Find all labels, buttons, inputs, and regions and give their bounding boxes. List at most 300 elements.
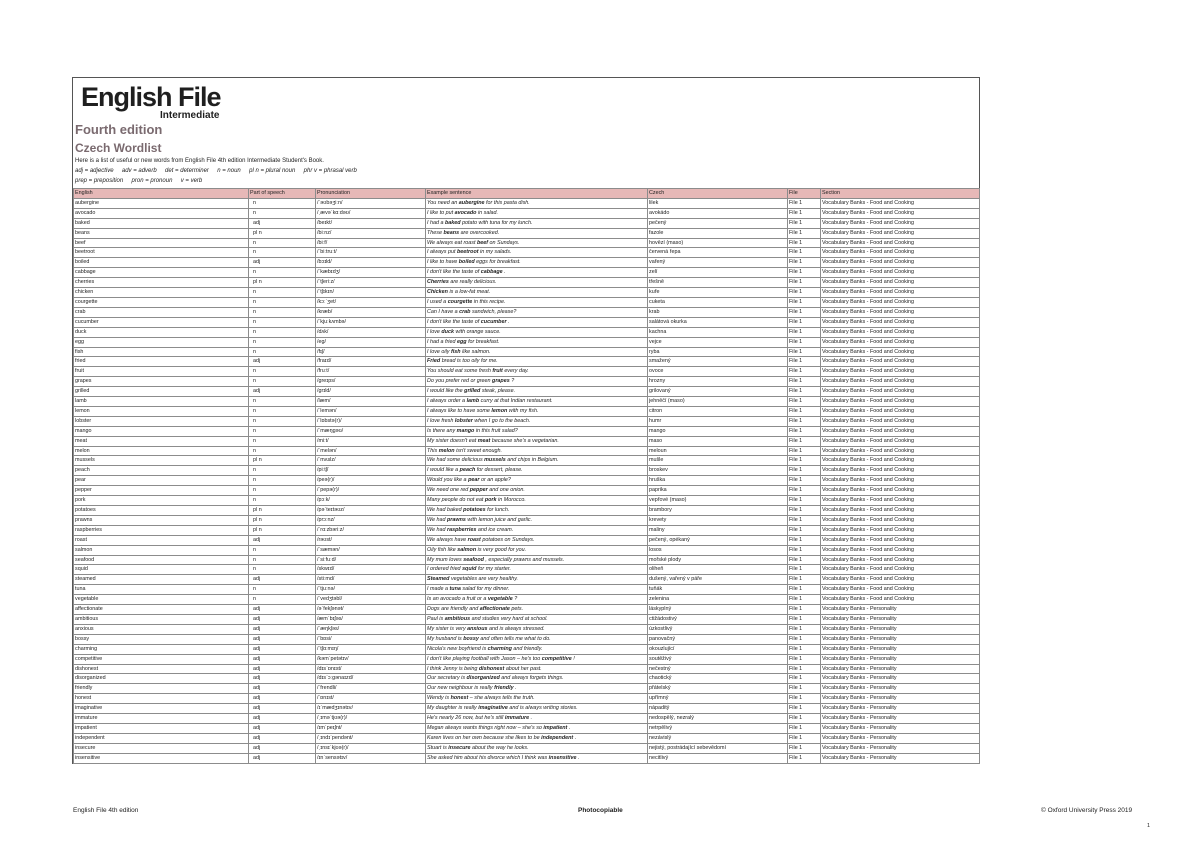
cell-section: Vocabulary Banks - Food and Cooking	[821, 466, 980, 476]
cell-section: Vocabulary Banks - Food and Cooking	[821, 268, 980, 278]
table-row	[74, 704, 980, 714]
cell-file: File 1	[788, 436, 821, 446]
cell-english: lemon	[74, 406, 249, 416]
table-row	[74, 506, 980, 516]
cell-section: Vocabulary Banks - Food and Cooking	[821, 545, 980, 555]
cell-part-of-speech: n	[249, 208, 316, 218]
cell-section: Vocabulary Banks - Personality	[821, 733, 980, 743]
highlighted-word: courgette	[447, 298, 474, 305]
cell-section: Vocabulary Banks - Food and Cooking	[821, 416, 980, 426]
highlighted-word: salmon	[457, 546, 478, 553]
cell-english: impatient	[74, 723, 249, 733]
cell-example-sentence: Our secretary is disorganized and always forgets things.	[426, 674, 648, 684]
cell-file: File 1	[788, 476, 821, 486]
logo-level: Intermediate	[160, 110, 220, 121]
cell-part-of-speech: n	[249, 436, 316, 446]
cell-pronunciation: /ˈmelən/	[316, 446, 426, 456]
cell-section: Vocabulary Banks - Food and Cooking	[821, 278, 980, 288]
cell-file: File 1	[788, 416, 821, 426]
cell-part-of-speech: adj	[249, 714, 316, 724]
cell-section: Vocabulary Banks - Personality	[821, 684, 980, 694]
highlighted-word: mussels	[484, 457, 508, 464]
table-row	[74, 476, 980, 486]
cell-pronunciation: /ˈbiːtruːt/	[316, 248, 426, 258]
cell-part-of-speech: adj	[249, 704, 316, 714]
cell-file: File 1	[788, 664, 821, 674]
cell-english: seafood	[74, 555, 249, 565]
intro-text: Here is a list of useful or new words from English File 4th edition Intermediate Student's Book.	[75, 158, 324, 164]
cell-part-of-speech: n	[249, 466, 316, 476]
cell-czech: brambory	[648, 506, 788, 516]
cell-part-of-speech: n	[249, 288, 316, 298]
highlighted-word: baked	[444, 219, 463, 226]
cell-section: Vocabulary Banks - Food and Cooking	[821, 595, 980, 605]
cell-czech: netrpělivý	[648, 723, 788, 733]
cell-file: File 1	[788, 208, 821, 218]
cell-section: Vocabulary Banks - Food and Cooking	[821, 367, 980, 377]
cell-english: egg	[74, 337, 249, 347]
cell-english: cabbage	[74, 268, 249, 278]
table-row	[74, 684, 980, 694]
cell-czech: krab	[648, 307, 788, 317]
column-header-english: English	[74, 189, 249, 199]
highlighted-word: grapes	[492, 378, 512, 385]
cell-section: Vocabulary Banks - Personality	[821, 704, 980, 714]
cell-czech: cuketa	[648, 297, 788, 307]
cell-pronunciation: /ˈbɒsi/	[316, 634, 426, 644]
cell-english: immature	[74, 714, 249, 724]
cell-example-sentence: I like to have boiled eggs for breakfast.	[426, 258, 648, 268]
cell-example-sentence: Fried bread is too oily for me.	[426, 357, 648, 367]
table-row	[74, 486, 980, 496]
cell-pronunciation: /miːt/	[316, 436, 426, 446]
cell-pronunciation: /skwɪd/	[316, 565, 426, 575]
highlighted-word: fruit	[492, 368, 505, 375]
cell-part-of-speech: n	[249, 446, 316, 456]
cell-english: independent	[74, 733, 249, 743]
cell-example-sentence: I ordered fried squid for my starter.	[426, 565, 648, 575]
cell-pronunciation: /ˈrɑːzbəriːz/	[316, 525, 426, 535]
cell-example-sentence: We had prawns with lemon juice and garlic.	[426, 515, 648, 525]
table-row	[74, 307, 980, 317]
cell-file: File 1	[788, 595, 821, 605]
cell-example-sentence: I would like the grilled steak, please.	[426, 387, 648, 397]
cell-english: vegetable	[74, 595, 249, 605]
cell-section: Vocabulary Banks - Food and Cooking	[821, 446, 980, 456]
cell-czech: chaotický	[648, 674, 788, 684]
cell-file: File 1	[788, 545, 821, 555]
cell-english: insensitive	[74, 753, 249, 763]
cell-section: Vocabulary Banks - Personality	[821, 723, 980, 733]
cell-part-of-speech: pl n	[249, 456, 316, 466]
cell-file: File 1	[788, 733, 821, 743]
cell-pronunciation: /ˌɪndɪˈpendənt/	[316, 733, 426, 743]
cell-pronunciation: /ˈfrendli/	[316, 684, 426, 694]
cell-part-of-speech: n	[249, 585, 316, 595]
cell-example-sentence: He's nearly 26 now, but he's still immature .	[426, 714, 648, 724]
cell-example-sentence: I love duck with orange sauce.	[426, 327, 648, 337]
cell-example-sentence: These beans are overcooked.	[426, 228, 648, 238]
cell-file: File 1	[788, 228, 821, 238]
highlighted-word: prawns	[446, 516, 468, 523]
table-row	[74, 743, 980, 753]
footer-course-name: English File 4th edition	[73, 807, 139, 814]
cell-pronunciation: /ɪˈmædʒɪnətɪv/	[316, 704, 426, 714]
highlighted-word: Chicken	[427, 289, 450, 296]
cell-czech: panovačný	[648, 634, 788, 644]
cell-pronunciation: /ˈlɒbstə(r)/	[316, 416, 426, 426]
column-header-pronunciation: Pronunciation	[316, 189, 426, 199]
cell-czech: okouzlující	[648, 644, 788, 654]
highlighted-word: potatoes	[463, 507, 488, 513]
cell-example-sentence: Karen lives on her own because she likes to be independent .	[426, 733, 648, 743]
column-header-czech: Czech	[648, 189, 788, 199]
column-header-part-of-speech: Part of speech	[249, 189, 316, 199]
cell-english: cucumber	[74, 317, 249, 327]
cell-section: Vocabulary Banks - Food and Cooking	[821, 377, 980, 387]
cell-section: Vocabulary Banks - Food and Cooking	[821, 357, 980, 367]
cell-example-sentence: My sister is very anxious and is always stressed.	[426, 624, 648, 634]
table-row	[74, 387, 980, 397]
cell-english: beetroot	[74, 248, 249, 258]
cell-file: File 1	[788, 327, 821, 337]
cell-example-sentence: I always put beetroot in my salads.	[426, 248, 648, 258]
cell-pronunciation: /bɔɪld/	[316, 258, 426, 268]
english-file-logo	[81, 82, 241, 124]
cell-part-of-speech: adj	[249, 357, 316, 367]
cell-pronunciation: /ˌævəˈkɑːdəʊ/	[316, 208, 426, 218]
cell-czech: mořské plody	[648, 555, 788, 565]
highlighted-word: beetroot	[456, 249, 481, 256]
cell-english: cherries	[74, 278, 249, 288]
cell-czech: maso	[648, 436, 788, 446]
abbreviation-key-line-1: adj = adjective adv = adverb det = determiner n = noun pl n = plural noun phr v = phrasal verb	[75, 168, 357, 174]
cell-part-of-speech: n	[249, 198, 316, 208]
cell-example-sentence: We need one red pepper and one onion.	[426, 486, 648, 496]
cell-czech: přátelský	[648, 684, 788, 694]
cell-section: Vocabulary Banks - Food and Cooking	[821, 208, 980, 218]
table-row	[74, 545, 980, 555]
cell-pronunciation: /ˈɒnɪst/	[316, 694, 426, 704]
cell-english: melon	[74, 446, 249, 456]
cell-section: Vocabulary Banks - Food and Cooking	[821, 198, 980, 208]
cell-example-sentence: She asked him about his divorce which I think was insensitive .	[426, 753, 648, 763]
table-row	[74, 674, 980, 684]
cell-czech: salátová okurka	[648, 317, 788, 327]
cell-file: File 1	[788, 496, 821, 506]
cell-czech: citron	[648, 406, 788, 416]
highlighted-word: charming	[487, 645, 514, 652]
cell-pronunciation: /ˈtʃɪkɪn/	[316, 288, 426, 298]
cell-section: Vocabulary Banks - Food and Cooking	[821, 436, 980, 446]
table-row	[74, 347, 980, 357]
abbreviation-key-line-2: prep = preposition pron = pronoun v = verb	[75, 178, 203, 184]
cell-part-of-speech: n	[249, 327, 316, 337]
cell-section: Vocabulary Banks - Food and Cooking	[821, 426, 980, 436]
cell-czech: hrozny	[648, 377, 788, 387]
cell-pronunciation: /fraɪd/	[316, 357, 426, 367]
cell-file: File 1	[788, 337, 821, 347]
cell-example-sentence: I had a baked potato with tuna for my lunch.	[426, 218, 648, 228]
table-row	[74, 515, 980, 525]
highlighted-word: vegetable	[487, 596, 515, 603]
table-row	[74, 525, 980, 535]
highlighted-word: pork	[484, 497, 499, 504]
cell-part-of-speech: n	[249, 406, 316, 416]
wordlist-title: Czech Wordlist	[75, 141, 162, 155]
cell-section: Vocabulary Banks - Personality	[821, 753, 980, 763]
cell-section: Vocabulary Banks - Personality	[821, 694, 980, 704]
cell-pronunciation: /dɪsˈɒnɪst/	[316, 664, 426, 674]
cell-file: File 1	[788, 238, 821, 248]
cell-part-of-speech: adj	[249, 258, 316, 268]
cell-english: insecure	[74, 743, 249, 753]
cell-pronunciation: /kræb/	[316, 307, 426, 317]
cell-section: Vocabulary Banks - Food and Cooking	[821, 476, 980, 486]
cell-czech: soutěživý	[648, 654, 788, 664]
cell-english: pear	[74, 476, 249, 486]
cell-example-sentence: Megan always wants things right now – she's so impatient .	[426, 723, 648, 733]
cell-czech: červená řepa	[648, 248, 788, 258]
cell-file: File 1	[788, 397, 821, 407]
cell-part-of-speech: adj	[249, 634, 316, 644]
cell-part-of-speech: adj	[249, 694, 316, 704]
cell-example-sentence: Can I have a crab sandwich, please?	[426, 307, 648, 317]
highlighted-word: honest	[450, 695, 470, 702]
cell-section: Vocabulary Banks - Food and Cooking	[821, 347, 980, 357]
cell-part-of-speech: n	[249, 268, 316, 278]
cell-file: File 1	[788, 258, 821, 268]
cell-example-sentence: Nicola's new boyfriend is charming and friendly.	[426, 644, 648, 654]
cell-section: Vocabulary Banks - Food and Cooking	[821, 387, 980, 397]
cell-example-sentence: Chicken is a low-fat meat.	[426, 288, 648, 298]
cell-english: bossy	[74, 634, 249, 644]
cell-file: File 1	[788, 614, 821, 624]
cell-example-sentence: I used a courgette in this recipe.	[426, 297, 648, 307]
highlighted-word: pear	[468, 477, 481, 484]
cell-section: Vocabulary Banks - Food and Cooking	[821, 327, 980, 337]
cell-file: File 1	[788, 684, 821, 694]
highlighted-word: dishonest	[478, 665, 506, 672]
cell-czech: ctižádostivý	[648, 614, 788, 624]
cell-czech: vařený	[648, 258, 788, 268]
table-row	[74, 456, 980, 466]
cell-pronunciation: /ˌɪnsɪˈkjʊə(r)/	[316, 743, 426, 753]
highlighted-word: squid	[462, 566, 478, 573]
cell-section: Vocabulary Banks - Personality	[821, 624, 980, 634]
cell-czech: pečený	[648, 218, 788, 228]
cell-english: mango	[74, 426, 249, 436]
table-row	[74, 228, 980, 238]
table-row	[74, 496, 980, 506]
highlighted-word: mango	[456, 427, 476, 434]
table-row	[74, 585, 980, 595]
cell-english: dishonest	[74, 664, 249, 674]
column-header-section: Section	[821, 189, 980, 199]
cell-part-of-speech: n	[249, 377, 316, 387]
cell-section: Vocabulary Banks - Personality	[821, 605, 980, 615]
cell-file: File 1	[788, 506, 821, 516]
cell-example-sentence: I don't like playing football with Jason – he's too competitive !	[426, 654, 648, 664]
cell-file: File 1	[788, 535, 821, 545]
cell-czech: mango	[648, 426, 788, 436]
cell-file: File 1	[788, 357, 821, 367]
cell-czech: humr	[648, 416, 788, 426]
cell-section: Vocabulary Banks - Personality	[821, 644, 980, 654]
cell-section: Vocabulary Banks - Food and Cooking	[821, 515, 980, 525]
table-row	[74, 575, 980, 585]
cell-example-sentence: Would you like a pear or an apple?	[426, 476, 648, 486]
cell-file: File 1	[788, 377, 821, 387]
cell-pronunciation: /greɪps/	[316, 377, 426, 387]
cell-part-of-speech: pl n	[249, 506, 316, 516]
cell-file: File 1	[788, 406, 821, 416]
cell-part-of-speech: n	[249, 496, 316, 506]
cell-file: File 1	[788, 288, 821, 298]
cell-czech: oliheň	[648, 565, 788, 575]
cell-pronunciation: /beɪkt/	[316, 218, 426, 228]
cell-czech: broskev	[648, 466, 788, 476]
cell-file: File 1	[788, 555, 821, 565]
highlighted-word: duck	[441, 328, 456, 335]
highlighted-word: imaginative	[478, 705, 510, 712]
cell-section: Vocabulary Banks - Personality	[821, 674, 980, 684]
page-number: 1	[1147, 823, 1151, 829]
wordlist-sheet	[72, 77, 980, 764]
cell-czech: necitlivý	[648, 753, 788, 763]
highlighted-word: friendly	[494, 685, 516, 692]
highlighted-word: melon	[438, 447, 457, 454]
cell-example-sentence: My mum loves seafood , especially prawns and mussels.	[426, 555, 648, 565]
cell-english: tuna	[74, 585, 249, 595]
cell-example-sentence: Do you prefer red or green grapes ?	[426, 377, 648, 387]
cell-english: anxious	[74, 624, 249, 634]
highlighted-word: lemon	[491, 407, 509, 414]
cell-example-sentence: Oily fish like salmon is very good for you.	[426, 545, 648, 555]
cell-section: Vocabulary Banks - Food and Cooking	[821, 297, 980, 307]
cell-section: Vocabulary Banks - Food and Cooking	[821, 585, 980, 595]
cell-part-of-speech: adj	[249, 605, 316, 615]
highlighted-word: grilled	[464, 388, 482, 395]
cell-pronunciation: /prɔːnz/	[316, 515, 426, 525]
highlighted-word: tuna	[449, 586, 463, 593]
cell-english: avocado	[74, 208, 249, 218]
footer-copyright: © Oxford University Press 2019	[1041, 807, 1133, 814]
cell-section: Vocabulary Banks - Food and Cooking	[821, 288, 980, 298]
cell-file: File 1	[788, 446, 821, 456]
highlighted-word: cucumber	[480, 318, 509, 325]
cell-english: salmon	[74, 545, 249, 555]
cell-english: squid	[74, 565, 249, 575]
cell-section: Vocabulary Banks - Food and Cooking	[821, 248, 980, 258]
cell-english: baked	[74, 218, 249, 228]
cell-section: Vocabulary Banks - Personality	[821, 714, 980, 724]
cell-example-sentence: We had some delicious mussels and chips in Belgium.	[426, 456, 648, 466]
cell-file: File 1	[788, 644, 821, 654]
cell-pronunciation: /ˌɪməˈtjʊə(r)/	[316, 714, 426, 724]
cell-part-of-speech: n	[249, 367, 316, 377]
cell-english: raspberries	[74, 525, 249, 535]
cell-pronunciation: /peə(r)/	[316, 476, 426, 486]
cell-part-of-speech: pl n	[249, 228, 316, 238]
table-row	[74, 268, 980, 278]
cell-czech: vejce	[648, 337, 788, 347]
cell-part-of-speech: adj	[249, 674, 316, 684]
table-header-row	[74, 189, 980, 199]
cell-part-of-speech: n	[249, 555, 316, 565]
table-row	[74, 605, 980, 615]
cell-file: File 1	[788, 426, 821, 436]
cell-pronunciation: /grɪld/	[316, 387, 426, 397]
table-row	[74, 565, 980, 575]
highlighted-word: competitive	[541, 655, 574, 662]
cell-english: steamed	[74, 575, 249, 585]
cell-part-of-speech: pl n	[249, 515, 316, 525]
cell-english: charming	[74, 644, 249, 654]
cell-part-of-speech: n	[249, 397, 316, 407]
table-row	[74, 753, 980, 763]
cell-part-of-speech: n	[249, 565, 316, 575]
cell-part-of-speech: n	[249, 426, 316, 436]
cell-part-of-speech: n	[249, 307, 316, 317]
highlighted-word: pepper	[469, 487, 490, 494]
cell-file: File 1	[788, 714, 821, 724]
cell-part-of-speech: adj	[249, 387, 316, 397]
table-row	[74, 278, 980, 288]
cell-section: Vocabulary Banks - Food and Cooking	[821, 228, 980, 238]
cell-english: friendly	[74, 684, 249, 694]
highlighted-word: lobster	[454, 417, 475, 424]
cell-section: Vocabulary Banks - Food and Cooking	[821, 456, 980, 466]
cell-english: beef	[74, 238, 249, 248]
cell-section: Vocabulary Banks - Food and Cooking	[821, 496, 980, 506]
cell-czech: meloun	[648, 446, 788, 456]
highlighted-word: boiled	[458, 259, 477, 266]
table-row	[74, 327, 980, 337]
cell-section: Vocabulary Banks - Personality	[821, 614, 980, 624]
cell-english: pork	[74, 496, 249, 506]
cell-file: File 1	[788, 753, 821, 763]
cell-example-sentence: Our new neighbour is really friendly .	[426, 684, 648, 694]
cell-pronunciation: /læm/	[316, 397, 426, 407]
cell-part-of-speech: adj	[249, 733, 316, 743]
cell-czech: pečený, opékaný	[648, 535, 788, 545]
cell-czech: hovězí (maso)	[648, 238, 788, 248]
cell-example-sentence: I always order a lamb curry at that Indian restaurant.	[426, 397, 648, 407]
cell-section: Vocabulary Banks - Food and Cooking	[821, 565, 980, 575]
cell-pronunciation: /eg/	[316, 337, 426, 347]
table-row	[74, 297, 980, 307]
cell-section: Vocabulary Banks - Food and Cooking	[821, 307, 980, 317]
highlighted-word: cabbage	[480, 269, 505, 276]
cell-english: chicken	[74, 288, 249, 298]
highlighted-word: impatient	[543, 724, 569, 731]
cell-pronunciation: /stiːmd/	[316, 575, 426, 585]
cell-czech: nápaditý	[648, 704, 788, 714]
cell-example-sentence: I think Jenny is being dishonest about her past.	[426, 664, 648, 674]
cell-example-sentence: Dogs are friendly and affectionate pets.	[426, 605, 648, 615]
cell-section: Vocabulary Banks - Food and Cooking	[821, 218, 980, 228]
table-row	[74, 357, 980, 367]
cell-part-of-speech: adj	[249, 654, 316, 664]
table-row	[74, 406, 980, 416]
cell-example-sentence: I always like to have some lemon with my fish.	[426, 406, 648, 416]
cell-example-sentence: I don't like the taste of cabbage .	[426, 268, 648, 278]
cell-example-sentence: I made a tuna salad for my dinner.	[426, 585, 648, 595]
cell-file: File 1	[788, 525, 821, 535]
table-row	[74, 644, 980, 654]
table-row	[74, 337, 980, 347]
